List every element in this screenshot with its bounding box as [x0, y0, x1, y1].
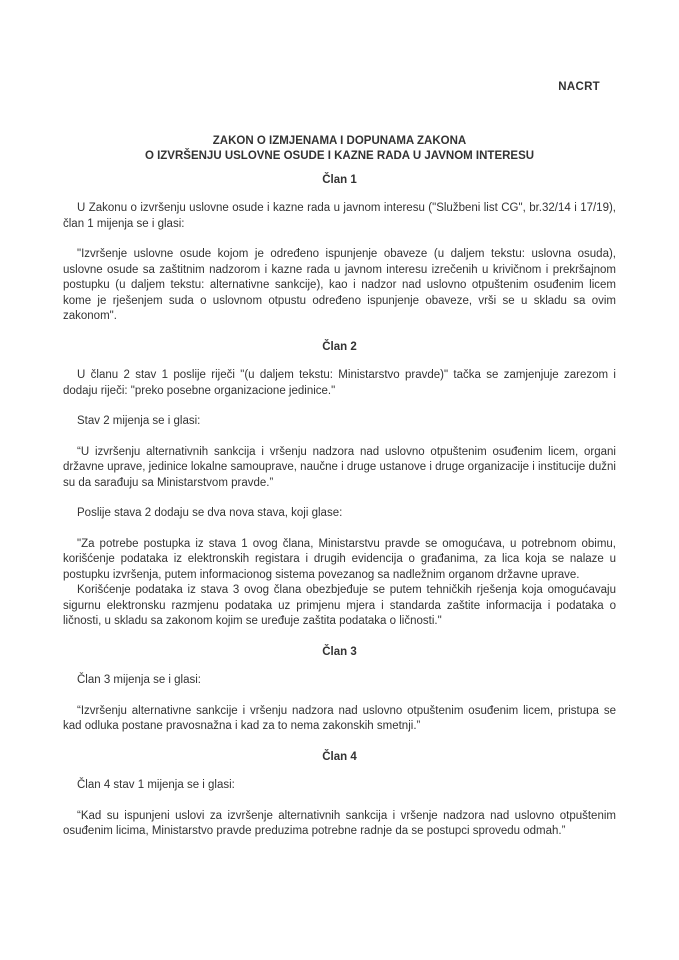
paragraph-clan3-intro: Član 3 mijenja se i glasi: — [77, 674, 202, 686]
paragraph-clan2-stav1: U članu 2 stav 1 poslije riječi "(u daljem tekstu: Ministarstvo pravde)" tačka se zamjenjuje zarezom i dodaju riječi: "preko posebne organizacione jedinice." — [63, 369, 616, 397]
paragraph-clan2-stav3: "Za potrebe postupka iz stava 1 ovog člana, Ministarstvu pravde se omogućava, u potrebnom obimu, korišćenje podataka iz elektronskih registara i drugih evidencija o građanima, za lica koja se nalaze u postupku izvršenja, putem informacionog sistema povezanog sa nadležnim organom državne uprave. — [63, 537, 616, 581]
document-title-line2: O IZVRŠENJU USLOVNE OSUDE I KAZNE RADA U JAVNOM INTERESU — [144, 150, 535, 162]
paragraph-clan4-intro: Član 4 stav 1 mijenja se i glasi: — [77, 779, 235, 791]
document-title-line1: ZAKON O IZMJENAMA I DOPUNAMA ZAKONA — [212, 134, 467, 147]
heading-clan-1: Član 1 — [322, 173, 357, 186]
draft-watermark-label: NACRT — [558, 81, 600, 93]
paragraph-clan2-stav4: Korišćenje podataka iz stava 3 ovog člana obezbjeđuje se putem tehničkih rješenja koja omogućavaju sigurnu elektronsku razmjenu podataka uz primjenu mjera i standarda zaštite informacija i podataka o ličnosti, u skladu sa zakonom kojim se uređuje zaštita podataka o ličnosti." — [63, 584, 616, 627]
paragraph-clan2-stav2-quote: “U izvršenju alternativnih sankcija i vršenju nadzora nad uslovno otpuštenim osuđenim licem, organi državne uprave, jedinice lokalne samouprave, naučne i druge ustanove i druge organizacije i institucije dužni su da sarađuju sa Ministarstvom pravde.” — [63, 445, 616, 489]
heading-clan-3: Član 3 — [322, 645, 357, 658]
paragraph-clan1-intro: U Zakonu o izvršenju uslovne osude i kazne rada u javnom interesu ("Službeni list CG", br.32/14 i 17/19), član 1 mijenja se i glasi: — [63, 202, 616, 230]
heading-clan-2: Član 2 — [322, 340, 357, 353]
paragraph-clan1-quote: "Izvršenje uslovne osude kojom je određeno ispunjenje obaveze (u daljem tekstu: uslovna osuda), uslovne osude sa zaštitnim nadzorom i kazne rada u javnom interesu izrečenih u krivičnom i prekršajnom postupku (u daljem tekstu: alternativne sankcije), kao i nadzor nad uslovno otpuštenim osuđenim licem kome je rješenjem suda o uslovnom otpustu određeno ispunjenje obaveze, vrši se u skladu sa ovim zakonom". — [63, 248, 616, 322]
paragraph-clan4-quote: “Kad su ispunjeni uslovi za izvršenje alternativnih sankcija i vršenje nadzora nad uslovno otpuštenim osuđenim licima, Ministarstvo pravde preduzima potrebne radnje da se postupci sprovedu odmah.” — [63, 809, 616, 837]
paragraph-clan2-stav2-intro: Stav 2 mijenja se i glasi: — [77, 415, 201, 427]
document-title — [63, 134, 616, 165]
paragraph-clan2-new-stavs-intro: Poslije stava 2 dodaju se dva nova stava, koji glase: — [77, 507, 343, 519]
paragraph-clan3-quote: “Izvršenju alternativne sankcije i vršenju nadzora nad uslovno otpuštenim osuđenim licem, pristupa se kad odluka postane pravosnažna i kad za to nema zakonskih smetnji.” — [63, 704, 616, 732]
heading-clan-4: Član 4 — [322, 750, 357, 763]
